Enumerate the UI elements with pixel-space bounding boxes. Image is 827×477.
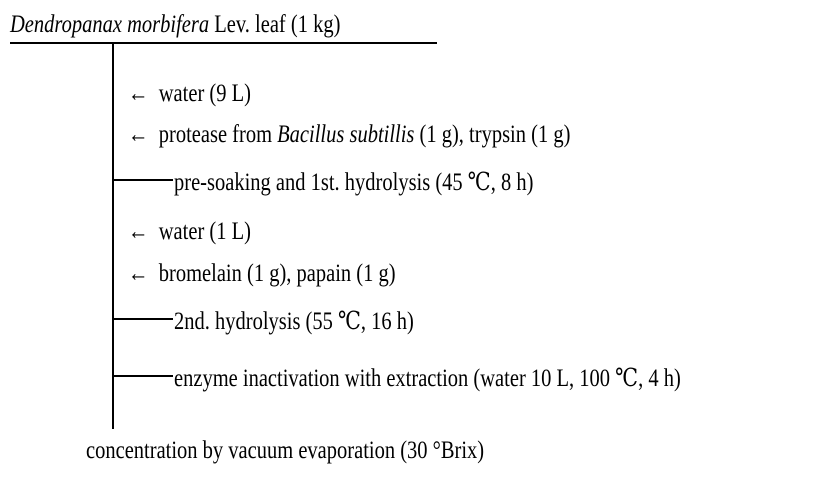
step-text-part: protease from xyxy=(158,121,278,148)
step-process-2nd-hydrolysis xyxy=(174,307,414,337)
branch-line xyxy=(113,179,173,181)
start-material xyxy=(10,10,340,40)
step-text: enzyme inactivation with extraction (water 10 L, 100 ℃, 4 h) xyxy=(174,365,681,392)
step-text: water (9 L) xyxy=(158,80,251,107)
bacillus-name: Bacillus subtillis xyxy=(277,121,415,148)
step-text-part: (1 g), trypsin (1 g) xyxy=(414,121,571,148)
start-underline xyxy=(10,42,437,44)
left-arrow-icon: ← xyxy=(128,80,149,107)
step-process-enzyme-inactivation xyxy=(174,364,681,394)
start-material-rest: Lev. leaf (1 kg) xyxy=(209,11,341,38)
step-add-water-1l xyxy=(128,217,251,247)
end-text: concentration by vacuum evaporation (30 °Brix) xyxy=(86,437,485,464)
branch-line xyxy=(113,375,173,377)
step-text: 2nd. hydrolysis (55 ℃, 16 h) xyxy=(174,308,414,335)
step-add-water-9l xyxy=(128,79,251,109)
step-text: pre-soaking and 1st. hydrolysis (45 ℃, 8 h) xyxy=(174,169,534,196)
step-add-bromelain-papain xyxy=(128,259,396,289)
species-name: Dendropanax morbifera xyxy=(10,11,210,38)
step-process-1st-hydrolysis xyxy=(174,168,533,198)
left-arrow-icon: ← xyxy=(128,121,149,148)
left-arrow-icon: ← xyxy=(128,260,149,287)
step-add-protease-trypsin xyxy=(128,120,570,150)
main-flow-line xyxy=(112,43,114,429)
step-text: water (1 L) xyxy=(158,218,251,245)
branch-line xyxy=(113,318,173,320)
step-text: bromelain (1 g), papain (1 g) xyxy=(158,260,396,287)
left-arrow-icon: ← xyxy=(128,218,149,245)
end-product xyxy=(86,436,484,466)
